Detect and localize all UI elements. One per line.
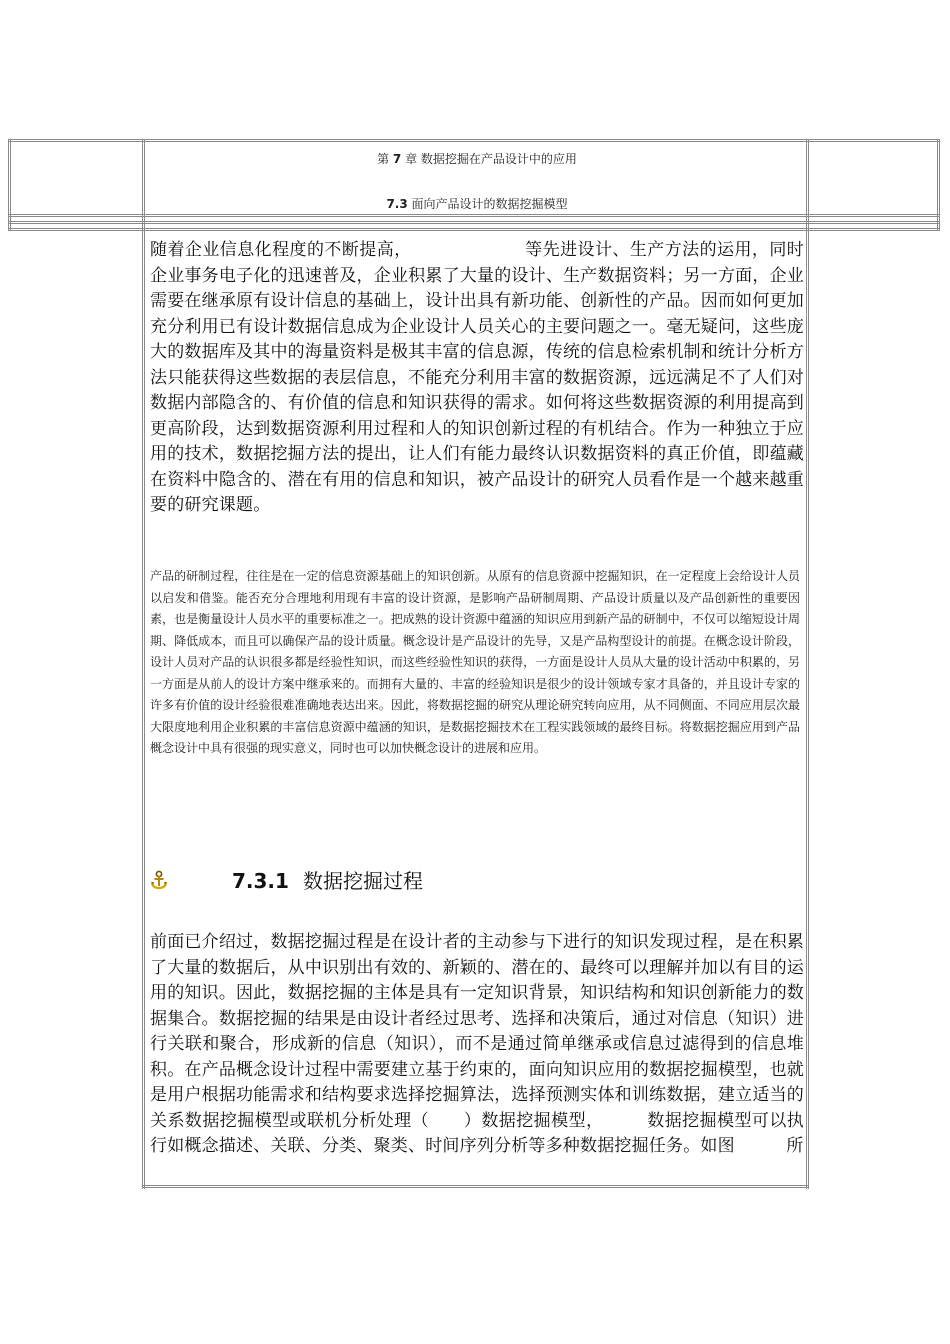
chapter-title: 章 数据挖掘在产品设计中的应用 <box>405 152 577 166</box>
section-title: 面向产品设计的数据挖掘模型 <box>407 197 568 211</box>
header-bottom-rule-3 <box>8 228 940 231</box>
header-left-border <box>8 139 11 231</box>
header-top-rule <box>8 139 940 142</box>
content-right-border <box>806 139 809 1189</box>
subsection-text: 数据挖掘过程 <box>302 869 423 893</box>
chapter-number: 7 <box>392 152 402 166</box>
research-paragraph: 产品的研制过程，往往是在一定的信息资源基础上的知识创新。从原有的信息资源中挖掘知识，在一定程度上会给设计人员以启发和借鉴。能否充分合理地利用现有丰富的设计资源，是影响产品研制周期、产品设计质量以及产品创新性的重要因素，也是衡量设计人员水平的重要标准之一。把成熟的设计资源中蕴涵的知识应用到新产品的研制中，不仅可以缩短设计周期、降低成本，而且可以确保产品的设计质量。概念设计是产品设计的先导，又是产品构型设计的前提。在概念设计阶段，设计人员对产品的认识很多都是经验性知识，而这些经验性知识的获得，一方面是设计人员从大量的设计活动中积累的，另一方面是从前人的设计方案中继承来的。而拥有大量的、丰富的经验知识是很少的设计领域专家才具备的，并且设计专家的许多有价值的设计经验很难准确地表达出来。因此，将数据挖掘的研究从理论研究转向应用，从不同侧面、不同应用层次最大限度地利用企业积累的丰富信息资源中蕴涵的知识，是数据挖掘技术在工程实践领域的最终目标。将数据挖掘应用到产品概念设计中具有很强的现实意义，同时也可以加快概念设计的进展和应用。 <box>150 569 800 755</box>
section-heading <box>146 195 808 212</box>
chapter-prefix: 第 <box>377 152 390 166</box>
content-bottom-rule <box>142 1185 809 1188</box>
chapter-heading <box>146 150 808 167</box>
header-bottom-rule-2 <box>8 221 940 224</box>
subsection-heading <box>150 864 804 894</box>
subsection-title <box>232 865 423 894</box>
header-right-border <box>937 139 940 231</box>
section-number: 7.3 <box>386 197 408 211</box>
anchor-icon[interactable] <box>150 870 168 890</box>
content-left-border <box>142 139 145 1189</box>
header-bottom-rule <box>8 214 940 217</box>
process-paragraph: 前面已介绍过，数据挖掘过程是在设计者的主动参与下进行的知识发现过程，是在积累了大量的数据后，从中识别出有效的、新颖的、潜在的、最终可以理解并加以有目的运用的知识。因此，数据挖掘的主体是具有一定知识背景，知识结构和知识创新能力的数据集合。数据挖掘的结果是由设计者经过思考、选择和决策后，通过对信息（知识）进行关联和聚合，形成新的信息（知识），而不是通过简单继承或信息过滤得到的信息堆积。在产品概念设计过程中需要建立基于约束的，面向知识应用的数据挖掘模型，也就是用户根据功能需求和结构要求选择挖掘算法，选择预测实体和训练数据，建立适当的关系数据挖掘模型或联机分析处理（ ）数据挖掘模型， 数据挖掘模型可以执行如概念描述、关联、分类、聚类、时间序列分析等多种数据挖掘任务。如图 所 <box>150 932 804 1156</box>
subsection-number: 7.3.1 <box>232 869 289 893</box>
intro-paragraph: 随着企业信息化程度的不断提高， 等先进设计、生产方法的运用，同时企业事务电子化的迅速普及，企业积累了大量的设计、生产数据资料；另一方面，企业需要在继承原有设计信息的基础上，设计出具有新功能、创新性的产品。因而如何更加充分利用已有设计数据信息成为企业设计人员关心的主要问题之一。毫无疑问，这些庞大的数据库及其中的海量资料是极其丰富的信息源，传统的信息检索机制和统计分析方法只能获得这些数据的表层信息，不能充分利用丰富的数据资源，远远满足不了人们对数据内部隐含的、有价值的信息和知识获得的需求。如何将这些数据资源的利用提高到更高阶段，达到数据资源利用过程和人的知识创新过程的有机结合。作为一种独立于应用的技术，数据挖掘方法的提出，让人们有能力最终认识数据资料的真正价值，即蕴藏在资料中隐含的、潜在有用的信息和知识，被产品设计的研究人员看作是一个越来越重要的研究课题。 <box>150 240 804 515</box>
